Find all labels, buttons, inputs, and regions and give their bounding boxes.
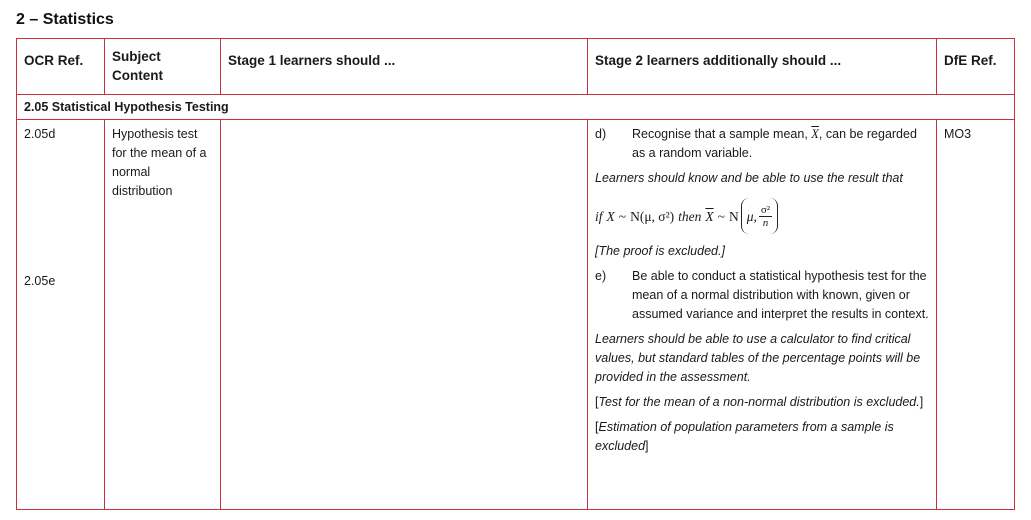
- header-dfe-ref: DfE Ref.: [937, 39, 1015, 95]
- normal-distribution-formula: if X ~ N (μ, σ²) then $\overline{X}$ ~ N μ, $\frac{\text{σ²}}{n}$: [595, 194, 929, 238]
- bracket-note-d: [The proof is excluded.]: [595, 244, 725, 258]
- note-d: Learners should know and be able to use the result that: [595, 171, 903, 185]
- subject-content-text: Hypothesis test for the mean of a normal distribution: [112, 127, 207, 198]
- bracket-note-e2: [Estimation of population parameters from a sample is excluded]: [595, 420, 894, 453]
- dfe-ref-cell: [937, 120, 1015, 510]
- ref-2-05d: 2.05d: [24, 127, 56, 141]
- item-d-label: d): [595, 127, 607, 141]
- section-title: 2 – Statistics: [16, 11, 114, 28]
- subject-content-cell: [105, 120, 221, 510]
- stage1-cell: [221, 120, 588, 510]
- stage2-cell: [588, 120, 937, 510]
- header-stage1: Stage 1 learners should ...: [221, 39, 588, 95]
- ocr-ref-cell: [17, 120, 105, 510]
- item-e-label: e): [595, 269, 607, 283]
- formula-bracket: μ, $\frac{\text{σ²}}{n}$: [741, 198, 778, 234]
- table-header-row: [17, 39, 1015, 95]
- topic-subheading-row: [17, 95, 1015, 120]
- header-stage2: Stage 2 learners additionally should ...: [588, 39, 937, 95]
- note-e: Learners should be able to use a calculator to find critical values, but standard tables of the percentage points will be provided in the assessment.: [595, 332, 921, 384]
- ref-2-05e: 2.05e: [24, 274, 56, 288]
- item-e-text: Be able to conduct a statistical hypothesis test for the mean of a normal distribution with known, given or assumed variance and interpret the results in context.: [632, 269, 929, 321]
- table-row: [17, 120, 1015, 510]
- specification-table: [16, 38, 1015, 510]
- item-d-text: Recognise that a sample mean, $\overline{X}$, can be regarded as a random variable.: [632, 127, 917, 160]
- dfe-ref-value: MO3: [944, 127, 972, 141]
- topic-subheading: 2.05 Statistical Hypothesis Testing: [17, 95, 1015, 120]
- bracket-note-e1: [Test for the mean of a non-normal distribution is excluded.]: [595, 395, 924, 409]
- variance-fraction: $\frac{\text{σ²}}{n}$: [760, 203, 771, 229]
- list-item-d: [595, 125, 929, 163]
- header-ocr-ref: OCR Ref.: [17, 39, 105, 95]
- list-item-e: [595, 267, 929, 324]
- header-subject-content: Subject Content: [105, 39, 221, 95]
